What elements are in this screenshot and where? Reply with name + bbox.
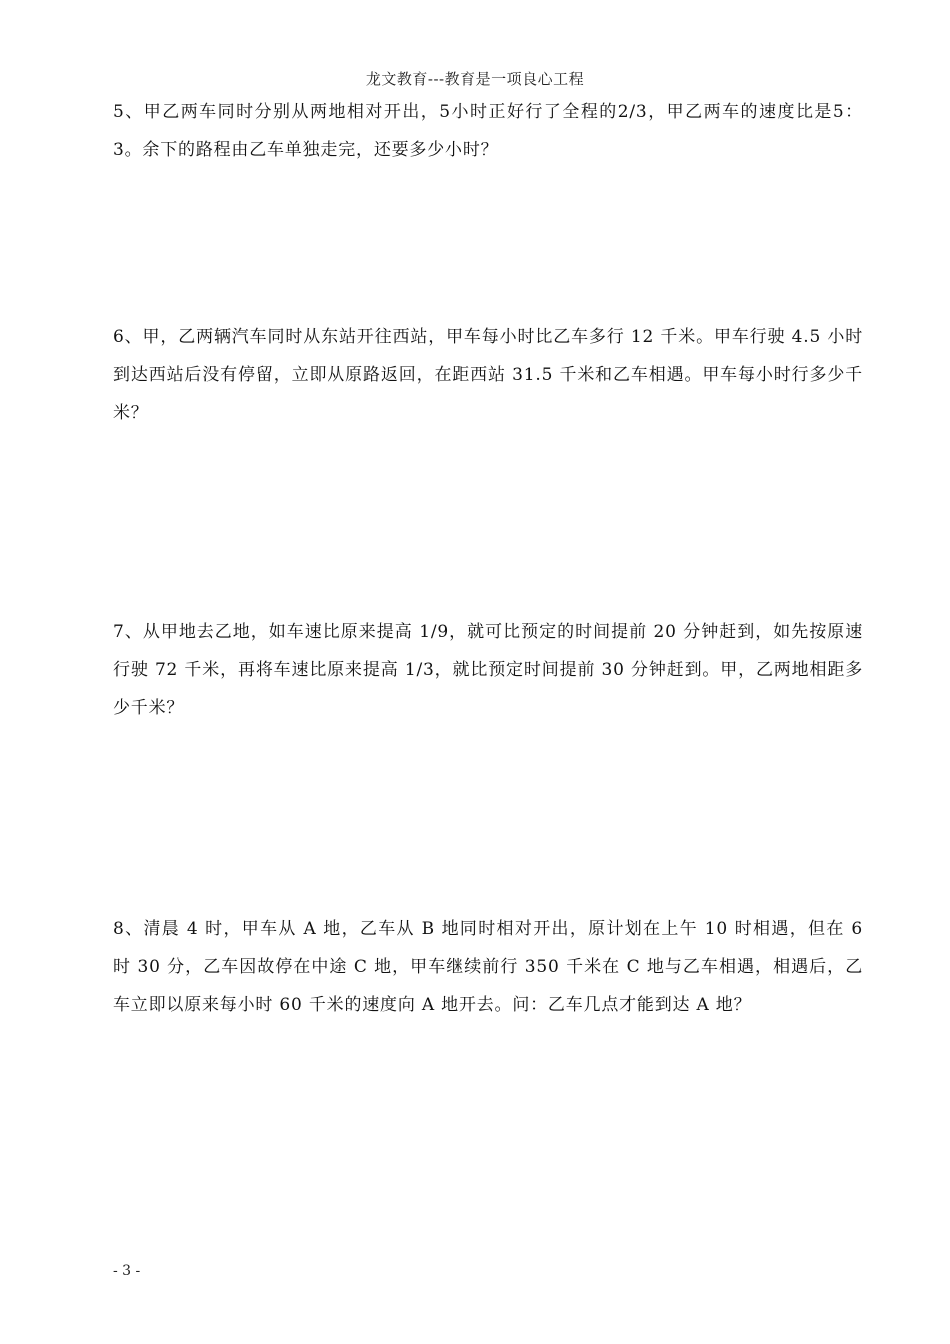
page-number: - 3 - bbox=[113, 1263, 141, 1279]
problem-8-text: 8、清晨 4 时，甲车从 A 地，乙车从 B 地同时相对开出，原计划在上午 10 时相遇，但在 6 时 30 分，乙车因故停在中途 C 地，甲车继续前行 350 千米在 C 地与乙车相遇，相遇后，乙车立即以原来每小时 60 千米的速度向 A 地开去。问：乙车几点才能到达 A 地？ bbox=[113, 919, 863, 1015]
page-header: 龙文教育---教育是一项良心工程 bbox=[365, 70, 585, 88]
problem-6 bbox=[113, 318, 863, 432]
problem-7-text: 7、从甲地去乙地，如车速比原来提高 1/9，就可比预定的时间提前 20 分钟赶到，如先按原速行驶 72 千米，再将车速比原来提高 1/3，就比预定时间提前 30 分钟赶到。甲，乙两地相距多少千米？ bbox=[113, 622, 863, 718]
problem-6-text: 6、甲，乙两辆汽车同时从东站开往西站，甲车每小时比乙车多行 12 千米。甲车行驶 4.5 小时到达西站后没有停留，立即从原路返回，在距西站 31.5 千米和乙车相遇。甲车每小时行多少千米？ bbox=[113, 327, 863, 423]
problem-5-text: 5、甲乙两车同时分别从两地相对开出，5小时正好行了全程的2/3，甲乙两车的速度比是5：3。余下的路程由乙车单独走完，还要多少小时？ bbox=[113, 102, 863, 160]
problem-5 bbox=[113, 93, 863, 169]
problem-7 bbox=[113, 613, 863, 727]
problem-8 bbox=[113, 910, 863, 1024]
